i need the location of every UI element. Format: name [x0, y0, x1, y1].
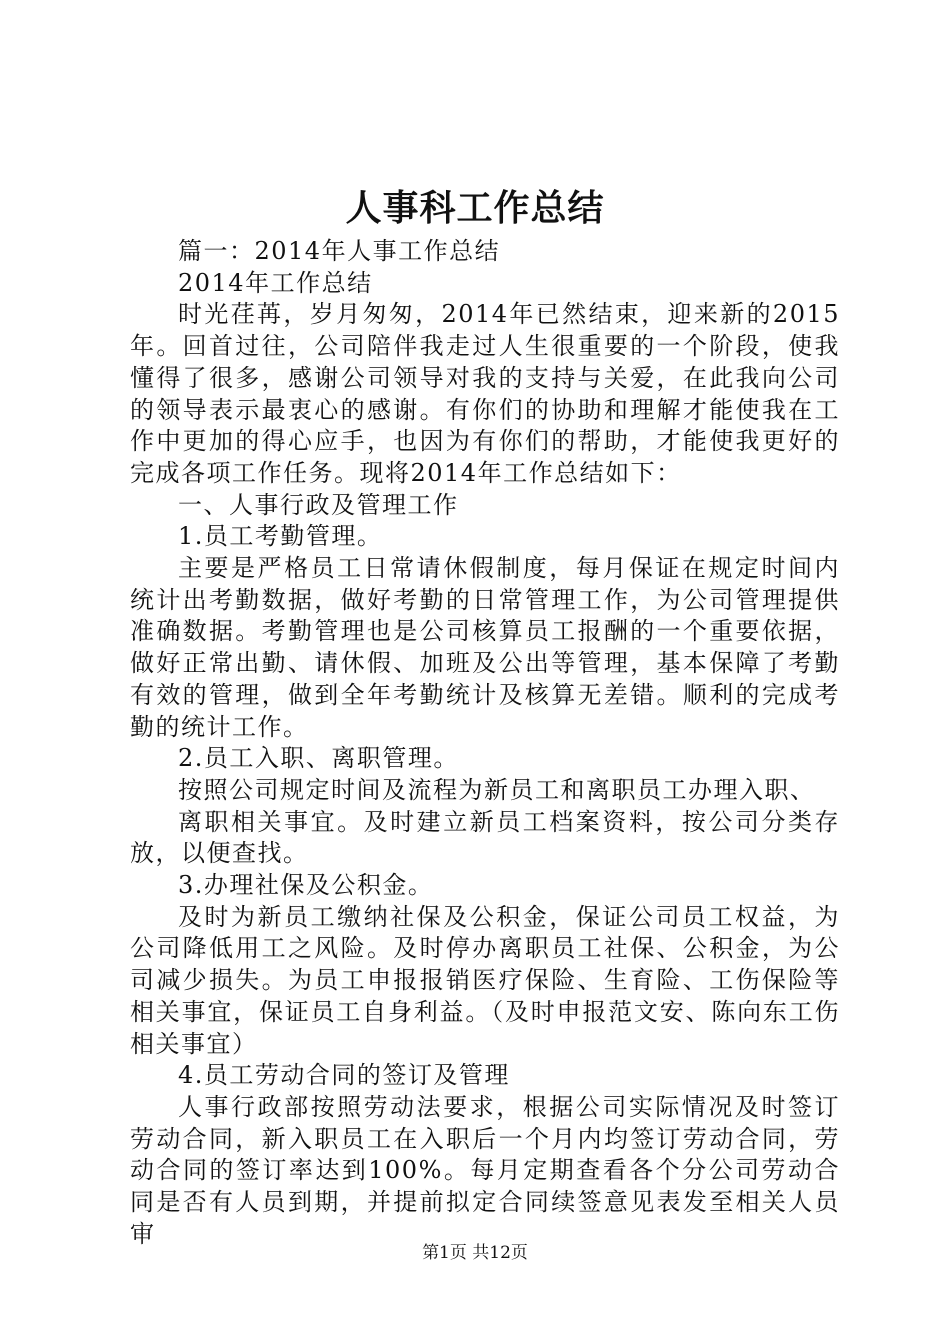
page-footer: 第1页 共12页 — [422, 1243, 528, 1263]
paragraph-item-1-heading: 1.员工考勤管理。 — [178, 522, 383, 551]
paragraph-item-3-body: 及时为新员工缴纳社保及公积金，保证公司员工权益，为公司降低用工之风险。及时停办离职员工社保、公积金，为公司减少损失。为员工申报报销医疗保险、生育险、工伤保险等相关事宜，保证员工自身利益。（及时申报范文安、陈向东工伤相关事宜） — [130, 902, 840, 1058]
paragraph-item-2-heading: 2.员工入职、离职管理。 — [178, 744, 459, 773]
paragraph-summary-heading: 2014年工作总结 — [178, 268, 373, 297]
paragraph-item-3-heading: 3.办理社保及公积金。 — [178, 871, 434, 900]
paragraph-intro: 时光荏苒，岁月匆匆，2014年已然结束，迎来新的2015年。回首过往，公司陪伴我走过人生很重要的一个阶段，使我懂得了很多，感谢公司领导对我的支持与关爱，在此我向公司的领导表示最衷心的感谢。有你们的协助和理解才能使我在工作中更加的得心应手，也因为有你们的帮助，才能使我更好的完成各项工作任务。现将2014年工作总结如下： — [130, 300, 840, 487]
paragraph-item-4-heading: 4.员工劳动合同的签订及管理 — [178, 1061, 510, 1090]
paragraph-item-2-body-a: 按照公司规定时间及流程为新员工和离职员工办理入职、 — [178, 775, 816, 804]
paragraph-item-4-body: 人事行政部按照劳动法要求，根据公司实际情况及时签订劳动合同，新入职员工在入职后一个月内均签订劳动合同，劳动合同的签订率达到100%。每月定期查看各个分公司劳动合同是否有人员到期，并提前拟定合同续签意见表发至相关人员审 — [130, 1092, 840, 1248]
paragraph-section-heading: 一、人事行政及管理工作 — [178, 490, 459, 519]
paragraph-item-1-body: 主要是严格员工日常请休假制度，每月保证在规定时间内统计出考勤数据，做好考勤的日常管理工作，为公司管理提供准确数据。考勤管理也是公司核算员工报酬的一个重要依据，做好正常出勤、请休假、加班及公出等管理，基本保障了考勤有效的管理，做到全年考勤统计及核算无差错。顺利的完成考勤的统计工作。 — [130, 554, 840, 741]
document-body — [130, 236, 840, 1251]
paragraph-item-2-body-b: 离职相关事宜。及时建立新员工档案资料，按公司分类存放，以便查找。 — [130, 807, 840, 868]
document-title: 人事科工作总结 — [345, 187, 605, 229]
paragraph-article-heading: 篇一：2014年人事工作总结 — [178, 237, 501, 265]
